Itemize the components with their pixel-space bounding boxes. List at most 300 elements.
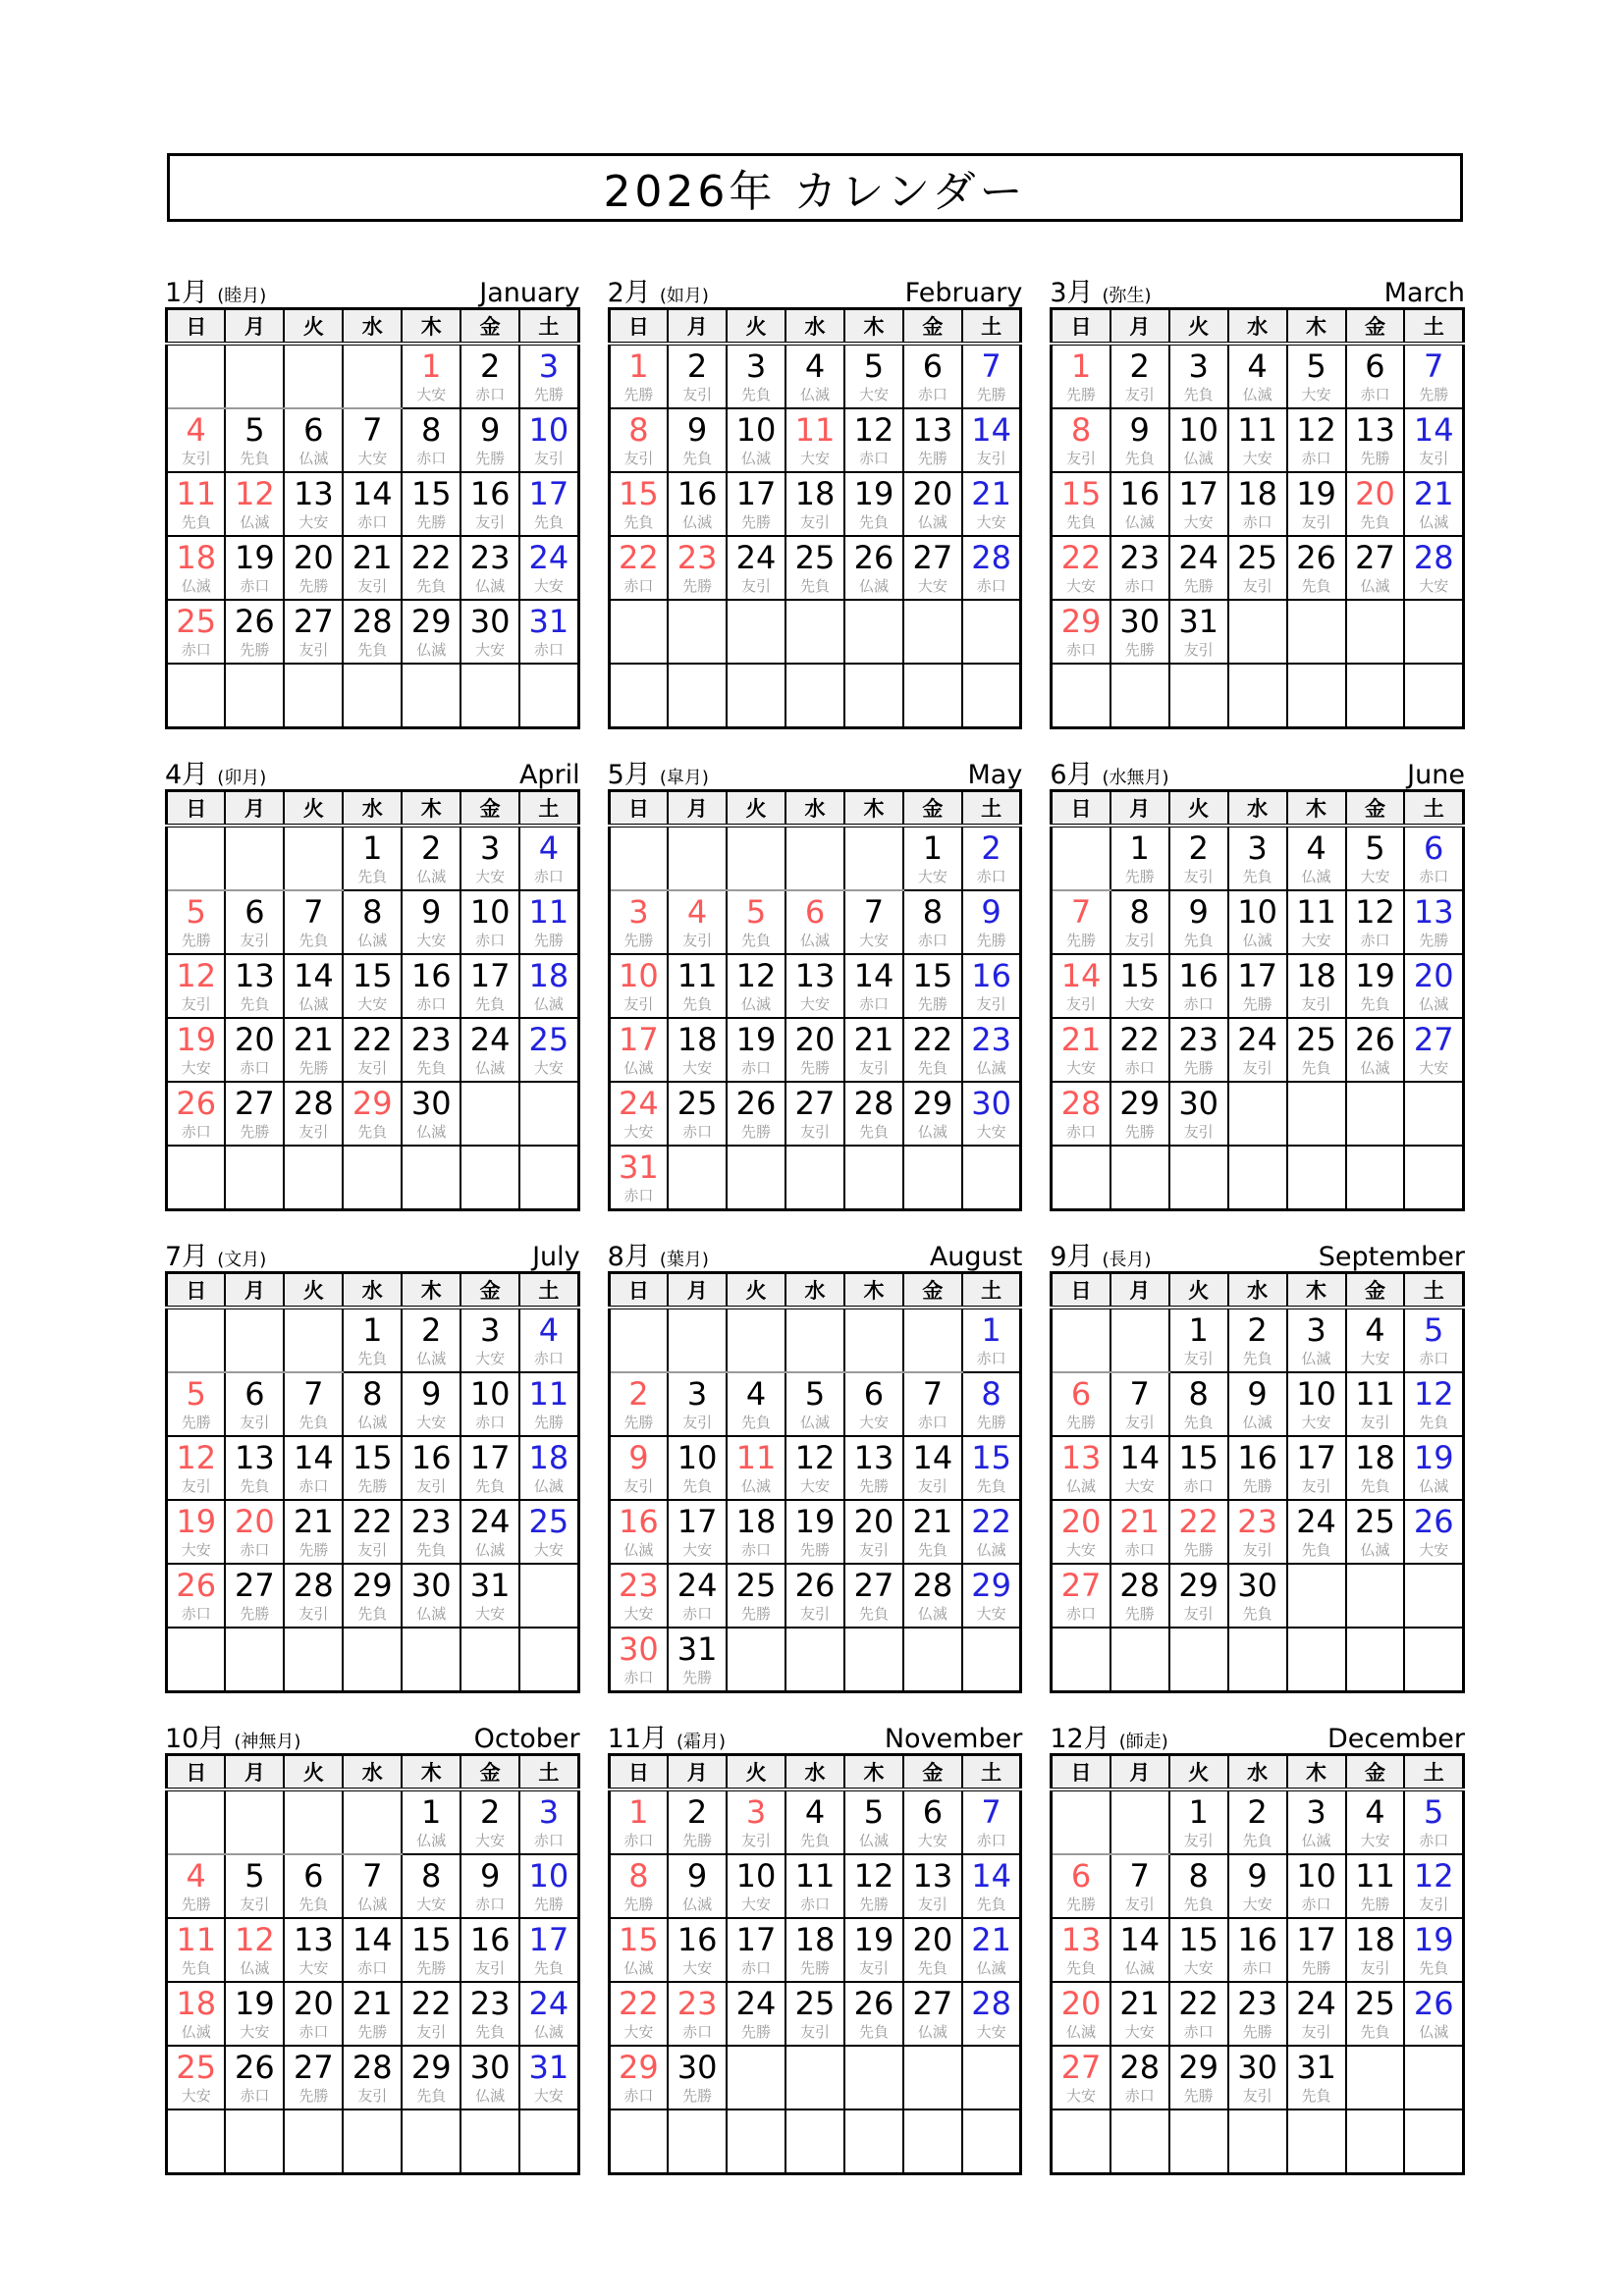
day-cell <box>519 1500 578 1564</box>
day-cell <box>1052 1918 1110 1982</box>
day-cell <box>844 1082 903 1146</box>
month-august <box>608 1235 1023 1693</box>
rokuyo-label: 先負 <box>1360 995 1390 1013</box>
month-wafu-label: (霜月) <box>677 1732 727 1752</box>
day-number: 28 <box>971 1985 1011 2022</box>
day-number: 20 <box>293 1985 334 2022</box>
rokuyo-label: 大安 <box>181 2087 211 2105</box>
month-header <box>1050 271 1465 307</box>
day-number: 28 <box>971 539 1011 576</box>
empty-cell <box>1052 1146 1110 1210</box>
day-number: 8 <box>421 411 442 449</box>
day-number: 4 <box>804 1793 826 1831</box>
rokuyo-label: 先勝 <box>623 1896 654 1913</box>
week-row <box>167 1082 579 1146</box>
day-number: 10 <box>1296 1857 1336 1895</box>
day-cell <box>1346 1789 1405 1854</box>
empty-cell <box>609 826 668 890</box>
month-wafu-label: (睦月) <box>217 286 267 306</box>
empty-cell <box>962 1146 1021 1210</box>
rokuyo-label: 仏滅 <box>181 577 211 595</box>
month-number-label: 9月 <box>1050 1242 1094 1272</box>
day-cell <box>668 1918 727 1982</box>
day-cell <box>1228 890 1287 954</box>
day-number: 28 <box>853 1085 894 1122</box>
empty-cell <box>727 2046 785 2109</box>
day-number: 29 <box>1178 2049 1219 2086</box>
rokuyo-label: 大安 <box>533 1541 564 1559</box>
rokuyo-label: 先勝 <box>1360 450 1390 467</box>
day-cell <box>1052 1854 1110 1918</box>
day-number: 1 <box>421 1793 442 1831</box>
rokuyo-label: 赤口 <box>240 577 270 595</box>
day-number: 8 <box>981 1375 1001 1413</box>
day-number: 8 <box>628 411 649 449</box>
weekday-wed: 水 <box>785 309 844 345</box>
rokuyo-label: 友引 <box>1242 1059 1272 1077</box>
day-cell <box>460 1436 519 1500</box>
rokuyo-label: 赤口 <box>623 577 654 595</box>
weekday-tue: 火 <box>727 1755 785 1790</box>
week-row <box>609 664 1021 728</box>
day-cell <box>1052 1982 1110 2046</box>
rokuyo-label: 仏滅 <box>416 641 447 659</box>
empty-cell <box>343 1789 402 1854</box>
day-number: 1 <box>1129 829 1150 867</box>
day-cell <box>225 1436 284 1500</box>
day-number: 5 <box>244 1857 265 1895</box>
day-cell <box>1052 954 1110 1018</box>
week-row <box>1052 954 1464 1018</box>
day-number: 5 <box>1424 1793 1444 1831</box>
day-cell <box>727 890 785 954</box>
day-number: 29 <box>619 2049 659 2086</box>
week-row <box>1052 536 1464 600</box>
day-cell <box>1052 890 1110 954</box>
empty-cell <box>1404 1146 1463 1210</box>
rokuyo-label: 大安 <box>416 1414 447 1431</box>
day-cell <box>1404 1436 1463 1500</box>
day-cell <box>1110 1982 1169 2046</box>
day-cell <box>402 1854 460 1918</box>
month-english-label: September <box>1318 1242 1465 1272</box>
weekday-tue: 火 <box>284 1755 343 1790</box>
empty-cell <box>343 2109 402 2174</box>
day-cell <box>1110 826 1169 890</box>
rokuyo-label: 仏滅 <box>357 1414 388 1431</box>
day-cell <box>167 1436 226 1500</box>
rokuyo-label: 仏滅 <box>1183 450 1214 467</box>
day-cell <box>785 1082 844 1146</box>
day-number: 20 <box>1355 475 1395 512</box>
day-cell <box>962 1982 1021 2046</box>
rokuyo-label: 先負 <box>416 1541 447 1559</box>
day-number: 21 <box>971 475 1011 512</box>
rokuyo-label: 赤口 <box>357 1959 388 1977</box>
empty-cell <box>903 1308 962 1372</box>
day-number: 17 <box>469 1439 511 1476</box>
rokuyo-label: 先負 <box>357 868 388 885</box>
day-cell <box>844 536 903 600</box>
day-cell <box>962 1082 1021 1146</box>
rokuyo-label: 仏滅 <box>623 1059 654 1077</box>
day-cell <box>727 344 785 408</box>
month-wafu-label: (師走) <box>1118 1732 1168 1752</box>
week-row <box>1052 1082 1464 1146</box>
day-cell <box>1110 1564 1169 1628</box>
month-number-label: 3月 <box>1050 278 1094 308</box>
day-cell <box>844 1789 903 1854</box>
day-cell <box>1110 472 1169 536</box>
day-cell <box>519 1308 578 1372</box>
day-number: 12 <box>176 1439 217 1476</box>
day-number: 21 <box>1119 1985 1161 2022</box>
rokuyo-label: 赤口 <box>1419 868 1449 885</box>
empty-cell <box>402 2109 460 2174</box>
day-cell <box>1287 1500 1346 1564</box>
rokuyo-label: 友引 <box>416 1477 447 1495</box>
day-number: 28 <box>1119 1567 1161 1604</box>
rokuyo-label: 赤口 <box>533 1832 564 1849</box>
rokuyo-label: 友引 <box>1124 1414 1155 1431</box>
day-number: 9 <box>479 411 501 449</box>
day-number: 7 <box>981 347 1001 385</box>
month-table <box>608 1753 1023 2175</box>
day-cell <box>1228 1564 1287 1628</box>
day-number: 19 <box>176 1503 217 1540</box>
empty-cell <box>1228 1146 1287 1210</box>
day-number: 9 <box>1247 1857 1268 1895</box>
weekday-header-row <box>609 309 1021 345</box>
rokuyo-label: 大安 <box>1419 1541 1449 1559</box>
week-row <box>609 1918 1021 1982</box>
day-cell <box>962 1372 1021 1436</box>
day-number: 13 <box>912 1857 953 1895</box>
rokuyo-label: 赤口 <box>1360 386 1390 403</box>
empty-cell <box>225 664 284 728</box>
weekday-header-row <box>609 1755 1021 1790</box>
rokuyo-label: 赤口 <box>533 641 564 659</box>
week-row <box>609 1628 1021 1692</box>
rokuyo-label: 先負 <box>976 1477 1006 1495</box>
empty-cell <box>167 2109 226 2174</box>
day-cell <box>1169 826 1228 890</box>
day-cell <box>962 1018 1021 1082</box>
empty-cell <box>284 344 343 408</box>
weekday-fri: 金 <box>460 791 519 827</box>
rokuyo-label: 大安 <box>475 1350 506 1367</box>
week-row <box>167 1146 579 1210</box>
day-cell <box>402 1082 460 1146</box>
rokuyo-label: 赤口 <box>1419 1350 1449 1367</box>
week-row <box>1052 344 1464 408</box>
week-row <box>167 2046 579 2109</box>
rokuyo-label: 仏滅 <box>1124 1959 1155 1977</box>
rokuyo-label: 友引 <box>799 1123 830 1141</box>
weekday-thu: 木 <box>844 791 903 827</box>
day-cell <box>402 1372 460 1436</box>
day-cell <box>460 2046 519 2109</box>
day-number: 28 <box>1413 539 1454 576</box>
day-number: 22 <box>912 1021 953 1058</box>
day-cell <box>343 2046 402 2109</box>
week-row <box>1052 1854 1464 1918</box>
weekday-sat: 土 <box>962 1755 1021 1790</box>
day-number: 2 <box>479 347 501 385</box>
rokuyo-label: 先勝 <box>741 1605 772 1623</box>
day-cell <box>844 1854 903 1918</box>
rokuyo-label: 友引 <box>1183 641 1214 659</box>
rokuyo-label: 先負 <box>1183 1896 1214 1913</box>
day-number: 7 <box>303 1375 324 1413</box>
day-number: 3 <box>745 1793 767 1831</box>
day-number: 1 <box>1070 347 1092 385</box>
weekday-header <box>167 309 579 345</box>
day-number: 7 <box>863 893 885 931</box>
rokuyo-label: 先勝 <box>240 641 270 659</box>
day-cell <box>1052 536 1110 600</box>
day-number: 31 <box>528 603 569 640</box>
day-number: 13 <box>794 957 836 994</box>
month-table <box>608 307 1023 729</box>
day-number: 8 <box>1129 893 1150 931</box>
day-number: 3 <box>1188 347 1209 385</box>
rokuyo-label: 仏滅 <box>917 2023 947 2041</box>
rokuyo-label: 友引 <box>682 386 713 403</box>
day-number: 2 <box>1247 1793 1268 1831</box>
day-cell <box>962 344 1021 408</box>
day-cell <box>785 890 844 954</box>
day-number: 18 <box>176 1985 217 2022</box>
empty-cell <box>844 1308 903 1372</box>
day-cell <box>727 954 785 1018</box>
day-number: 24 <box>677 1567 718 1604</box>
empty-cell <box>844 2046 903 2109</box>
day-number: 30 <box>1237 1567 1277 1604</box>
rokuyo-label: 先負 <box>1242 1605 1272 1623</box>
day-cell <box>1110 954 1169 1018</box>
weekday-header-row <box>1052 1755 1464 1790</box>
day-number: 14 <box>1119 1921 1161 1958</box>
day-cell <box>1110 1372 1169 1436</box>
day-number: 23 <box>469 1985 511 2022</box>
empty-cell <box>343 1628 402 1692</box>
rokuyo-label: 仏滅 <box>917 513 947 531</box>
day-number: 19 <box>853 1921 894 1958</box>
day-cell <box>167 1854 226 1918</box>
day-cell <box>519 2046 578 2109</box>
rokuyo-label: 仏滅 <box>357 1896 388 1913</box>
day-cell <box>460 1918 519 1982</box>
month-header <box>608 271 1023 307</box>
empty-cell <box>519 1628 578 1692</box>
day-cell <box>284 2046 343 2109</box>
day-number: 12 <box>853 411 894 449</box>
day-cell <box>727 1854 785 1918</box>
day-number: 30 <box>1178 1085 1219 1122</box>
rokuyo-label: 先勝 <box>858 1896 889 1913</box>
rokuyo-label: 赤口 <box>1242 513 1272 531</box>
day-cell <box>460 1789 519 1854</box>
day-cell <box>343 1918 402 1982</box>
day-number: 30 <box>410 1085 452 1122</box>
day-cell <box>1169 472 1228 536</box>
rokuyo-label: 先勝 <box>799 1959 830 1977</box>
day-cell <box>1169 954 1228 1018</box>
day-number: 6 <box>303 1857 324 1895</box>
day-number: 26 <box>235 603 275 640</box>
day-cell <box>1110 1082 1169 1146</box>
day-number: 31 <box>528 2049 569 2086</box>
rokuyo-label: 仏滅 <box>741 1477 772 1495</box>
day-number: 24 <box>528 539 569 576</box>
day-number: 7 <box>1070 893 1092 931</box>
month-march <box>1050 271 1465 729</box>
day-number: 4 <box>686 893 708 931</box>
month-body <box>1052 1308 1464 1692</box>
week-row <box>167 1982 579 2046</box>
week-row <box>1052 408 1464 472</box>
day-number: 21 <box>352 539 393 576</box>
day-cell <box>460 1500 519 1564</box>
rokuyo-label: 先勝 <box>799 1059 830 1077</box>
day-cell <box>519 1982 578 2046</box>
day-cell <box>1287 826 1346 890</box>
day-cell <box>460 954 519 1018</box>
rokuyo-label: 仏滅 <box>976 1059 1006 1077</box>
weekday-tue: 火 <box>727 309 785 345</box>
day-cell <box>962 1564 1021 1628</box>
day-cell <box>1110 1854 1169 1918</box>
rokuyo-label: 先負 <box>858 1605 889 1623</box>
day-number: 16 <box>1237 1439 1277 1476</box>
rokuyo-label: 仏滅 <box>1360 1541 1390 1559</box>
weekday-sat: 土 <box>1404 791 1463 827</box>
day-number: 4 <box>1247 347 1268 385</box>
week-row <box>609 1372 1021 1436</box>
day-cell <box>1346 344 1405 408</box>
rokuyo-label: 先負 <box>240 995 270 1013</box>
day-number: 13 <box>853 1439 894 1476</box>
empty-cell <box>1228 1082 1287 1146</box>
rokuyo-label: 仏滅 <box>475 1059 506 1077</box>
rokuyo-label: 先負 <box>416 2087 447 2105</box>
weekday-header <box>167 791 579 827</box>
week-row <box>1052 1628 1464 1692</box>
day-number: 22 <box>971 1503 1011 1540</box>
month-wafu-label: (水無月) <box>1102 768 1169 788</box>
day-number: 15 <box>352 1439 393 1476</box>
rokuyo-label: 友引 <box>357 2087 388 2105</box>
empty-cell <box>225 1628 284 1692</box>
weekday-sun: 日 <box>167 791 226 827</box>
day-number: 13 <box>1060 1439 1102 1476</box>
day-cell <box>225 472 284 536</box>
day-number: 3 <box>628 893 649 931</box>
rokuyo-label: 先勝 <box>475 450 506 467</box>
day-number: 11 <box>528 893 569 931</box>
rokuyo-label: 仏滅 <box>799 386 830 403</box>
rokuyo-label: 友引 <box>799 1605 830 1623</box>
rokuyo-label: 赤口 <box>533 1350 564 1367</box>
day-number: 3 <box>538 347 560 385</box>
rokuyo-label: 赤口 <box>623 1187 654 1204</box>
rokuyo-label: 赤口 <box>917 386 947 403</box>
day-number: 26 <box>1413 1503 1454 1540</box>
day-cell <box>1169 1982 1228 2046</box>
rokuyo-label: 先負 <box>475 1477 506 1495</box>
rokuyo-label: 赤口 <box>741 1541 772 1559</box>
empty-cell <box>668 1308 727 1372</box>
day-cell <box>519 1372 578 1436</box>
day-number: 16 <box>1119 475 1161 512</box>
day-cell <box>1052 408 1110 472</box>
day-number: 31 <box>677 1630 718 1668</box>
day-number: 1 <box>1188 1311 1209 1349</box>
day-number: 18 <box>735 1503 777 1540</box>
day-number: 2 <box>1129 347 1150 385</box>
rokuyo-label: 大安 <box>475 1832 506 1849</box>
day-cell <box>1228 1436 1287 1500</box>
day-cell <box>903 826 962 890</box>
empty-cell <box>785 664 844 728</box>
rokuyo-label: 先負 <box>741 932 772 949</box>
rokuyo-label: 仏滅 <box>1419 2023 1449 2041</box>
day-cell <box>167 600 226 664</box>
rokuyo-label: 先勝 <box>1183 1059 1214 1077</box>
day-cell <box>1228 1372 1287 1436</box>
day-number: 13 <box>1060 1921 1102 1958</box>
day-cell <box>785 344 844 408</box>
day-cell <box>1110 2046 1169 2109</box>
empty-cell <box>1404 600 1463 664</box>
day-cell <box>903 1564 962 1628</box>
empty-cell <box>1287 1564 1346 1628</box>
weekday-header-row <box>1052 1273 1464 1308</box>
weekday-thu: 木 <box>402 1755 460 1790</box>
rokuyo-label: 大安 <box>1360 1832 1390 1849</box>
rokuyo-label: 赤口 <box>682 2023 713 2041</box>
day-number: 17 <box>528 1921 569 1958</box>
rokuyo-label: 友引 <box>1360 1414 1390 1431</box>
day-number: 2 <box>981 829 1001 867</box>
empty-cell <box>167 1628 226 1692</box>
day-number: 19 <box>853 475 894 512</box>
empty-cell <box>844 826 903 890</box>
day-number: 11 <box>1296 893 1336 931</box>
day-cell <box>1052 600 1110 664</box>
weekday-header <box>1052 309 1464 345</box>
rokuyo-label: 赤口 <box>1124 577 1155 595</box>
weekday-sun: 日 <box>1052 1755 1110 1790</box>
empty-cell <box>903 1146 962 1210</box>
day-cell <box>785 1854 844 1918</box>
rokuyo-label: 先勝 <box>240 1605 270 1623</box>
rokuyo-label: 大安 <box>976 513 1006 531</box>
rokuyo-label: 大安 <box>976 1605 1006 1623</box>
day-cell <box>402 408 460 472</box>
rokuyo-label: 大安 <box>623 1123 654 1141</box>
weekday-mon: 月 <box>225 309 284 345</box>
weekday-wed: 水 <box>785 1755 844 1790</box>
day-number: 10 <box>619 957 659 994</box>
month-table <box>1050 1753 1465 2175</box>
rokuyo-label: 先勝 <box>917 450 947 467</box>
weekday-sun: 日 <box>609 791 668 827</box>
day-number: 27 <box>794 1085 836 1122</box>
rokuyo-label: 友引 <box>623 450 654 467</box>
day-number: 5 <box>186 893 206 931</box>
